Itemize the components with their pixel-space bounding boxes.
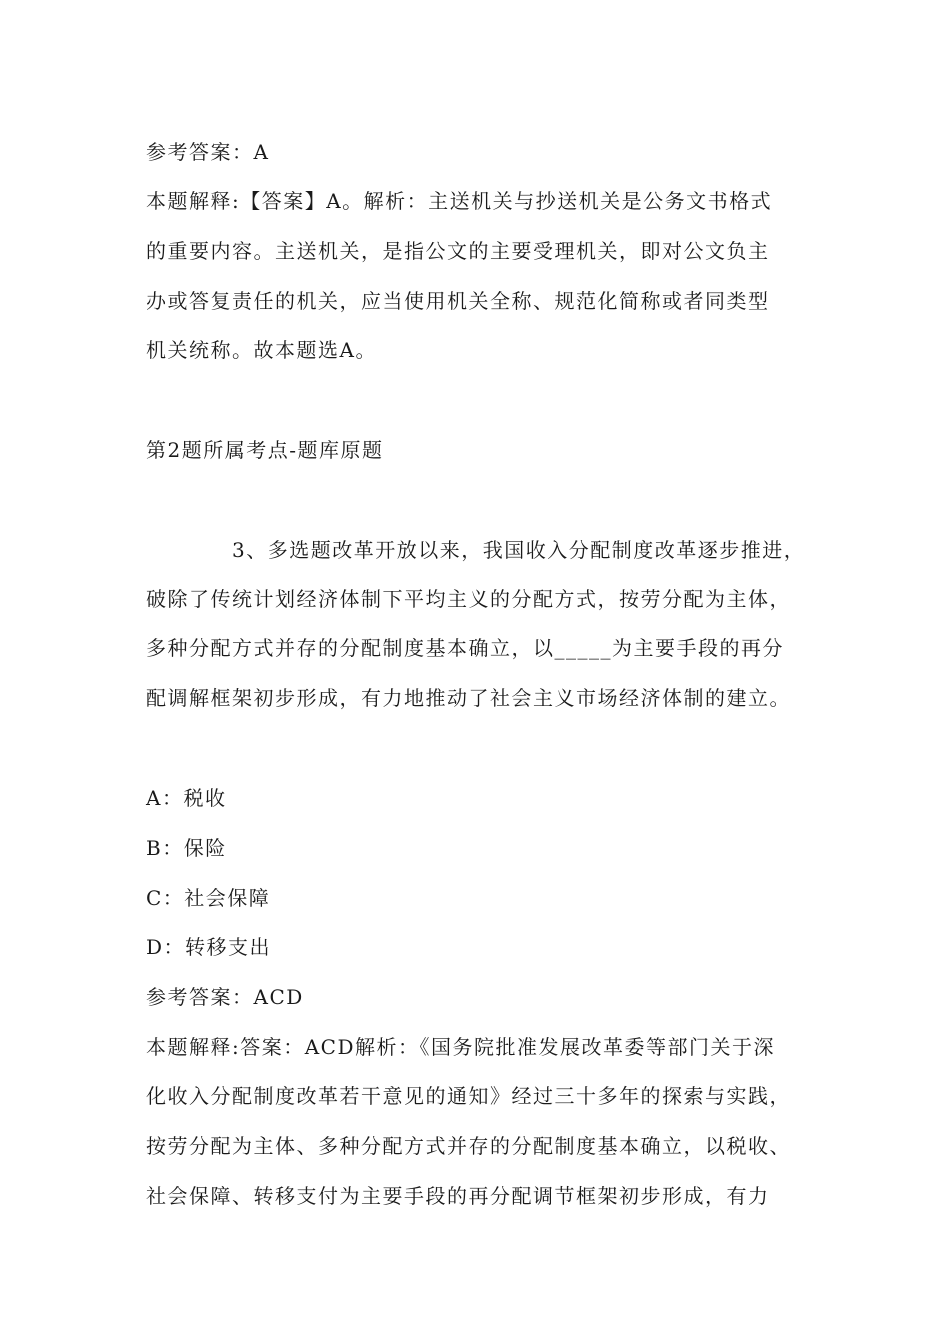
- q2-topic: 第2题所属考点-题库原题: [146, 438, 384, 462]
- q2-explanation-line-3: 办或答复责任的机关，应当使用机关全称、规范化简称或者同类型: [146, 289, 770, 313]
- q2-answer: 参考答案：A: [146, 140, 270, 164]
- q3-explanation-line-3: 按劳分配为主体、多种分配方式并存的分配制度基本确立，以税收、: [146, 1134, 791, 1158]
- q3-question-line-4: 配调解框架初步形成，有力地推动了社会主义市场经济体制的建立。: [146, 686, 791, 710]
- q3-explanation-line-1: 本题解释:答案：ACD解析：《国务院批准发展改革委等部门关于深: [146, 1035, 776, 1059]
- q3-question-line-1: 3、多选题改革开放以来，我国收入分配制度改革逐步推进，: [232, 538, 806, 562]
- q2-explanation-line-4: 机关统称。故本题选A。: [146, 338, 377, 362]
- q3-option-c: C：社会保障: [146, 886, 271, 910]
- q3-option-d: D：转移支出: [146, 935, 272, 959]
- q2-explanation-line-1: 本题解释:【答案】A。解析：主送机关与抄送机关是公务文书格式: [146, 189, 773, 213]
- q3-explanation-line-4: 社会保障、转移支付为主要手段的再分配调节框架初步形成，有力: [146, 1184, 770, 1208]
- q2-explanation-line-2: 的重要内容。主送机关，是指公文的主要受理机关，即对公文负主: [146, 239, 770, 263]
- q3-option-a: A：税收: [146, 786, 227, 810]
- q3-option-b: B：保险: [146, 836, 227, 860]
- q3-answer: 参考答案：ACD: [146, 985, 304, 1009]
- q3-explanation-line-2: 化收入分配制度改革若干意见的通知》经过三十多年的探索与实践，: [146, 1084, 791, 1108]
- q3-question-line-2: 破除了传统计划经济体制下平均主义的分配方式，按劳分配为主体，: [146, 587, 791, 611]
- q3-question-line-3: 多种分配方式并存的分配制度基本确立，以_____为主要手段的再分: [146, 636, 784, 660]
